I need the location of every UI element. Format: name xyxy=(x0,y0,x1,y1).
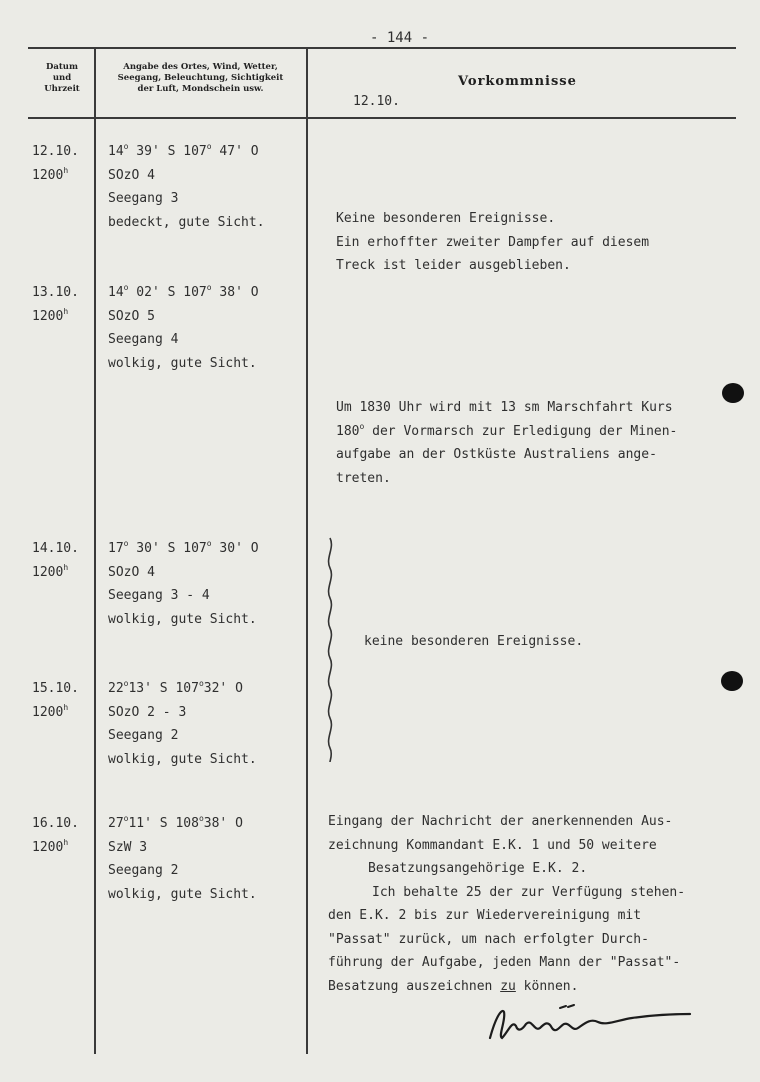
entry-date-1: 12.10. 1200$^h$ xyxy=(32,144,79,183)
header-location-line-3: der Luft, Mondschein usw. xyxy=(137,84,264,94)
entry-weather-2: 14$^o$ 02' S 107$^o$ 38' O SOzO 5 Seegang 4 wolkig, gute Sicht. xyxy=(108,283,259,371)
entry-weather-5: 27$^o$11' S 108$^o$38' O SzW 3 Seegang 2 wolkig, gute Sicht. xyxy=(108,814,257,902)
header-date-line-3: Uhrzeit xyxy=(44,84,80,94)
event-text-1: Keine besonderen Ereignisse. Ein erhoffter zweiter Dampfer auf diesem Treck ist leider ausgeblieben. xyxy=(336,211,650,273)
entry-date-5: 16.10. 1200$^h$ xyxy=(32,816,79,855)
punch-hole-bottom xyxy=(721,671,743,691)
signature xyxy=(486,1002,696,1048)
header-location-weather xyxy=(98,62,303,95)
entry-weather-3: 17$^o$ 30' S 107$^o$ 30' O SOzO 4 Seegang 3 - 4 wolkig, gute Sicht. xyxy=(108,539,259,627)
entry-date-2: 13.10. 1200$^h$ xyxy=(32,285,79,324)
entry-position-5: 27$^o$11' S 108$^o$38' O xyxy=(108,814,243,831)
entry-position-3: 17$^o$ 30' S 107$^o$ 30' O xyxy=(108,539,259,556)
column-divider-2 xyxy=(306,49,308,1054)
page-number: - 144 - xyxy=(370,30,430,46)
header-location-line-1: Angabe des Ortes, Wind, Wetter, xyxy=(123,62,278,72)
header-date-line-2: und xyxy=(52,73,72,83)
header-location-line-2: Seegang, Beleuchtung, Sichtigkeit xyxy=(117,73,284,83)
entry-date-3: 14.10. 1200$^h$ xyxy=(32,541,79,580)
header-events-date: 12.10. xyxy=(353,94,400,109)
header-bottom-rule xyxy=(28,117,736,119)
entry-position-4: 22$^o$13' S 107$^o$32' O xyxy=(108,679,243,696)
entry-position-2: 14$^o$ 02' S 107$^o$ 38' O xyxy=(108,283,259,300)
header-events: Vorkommnisse xyxy=(458,74,577,89)
header-date-line-1: Datum xyxy=(46,62,78,72)
entry-position-1: 14$^o$ 39' S 107$^o$ 47' O xyxy=(108,142,259,159)
column-divider-1 xyxy=(94,49,96,1054)
entry-weather-1: 14$^o$ 39' S 107$^o$ 47' O SOzO 4 Seegang 3 bedeckt, gute Sicht. xyxy=(108,142,265,230)
event-text-2: Um 1830 Uhr wird mit 13 sm Marschfahrt Kurs 180$^o$ der Vormarsch zur Erledigung der Minen- aufgabe an der Ostküste Australiens ange- treten. xyxy=(336,400,678,486)
entry-date-4: 15.10. 1200$^h$ xyxy=(32,681,79,720)
entry-weather-4: 22$^o$13' S 107$^o$32' O SOzO 2 - 3 Seegang 2 wolkig, gute Sicht. xyxy=(108,679,257,767)
top-rule xyxy=(28,47,736,49)
event-text-4: Eingang der Nachricht der anerkennenden Aus- zeichnung Kommandant E.K. 1 und 50 weitere Besatzungsangehörige E.K. 2. Ich behalte 25 der zur Verfügung stehen- den E.K. 2 bis zur Wiedervereinigung mit "Passat" zurück, um nach erfolgter Durch- führung der Aufgabe, jeden Mann der "Passat"- Besatzung auszeichnen zu können. xyxy=(328,814,686,994)
punch-hole-top xyxy=(722,383,744,403)
header-date-time xyxy=(32,62,92,95)
event-text-3: keine besonderen Ereignisse. xyxy=(364,634,584,649)
brace-mark xyxy=(322,536,338,764)
